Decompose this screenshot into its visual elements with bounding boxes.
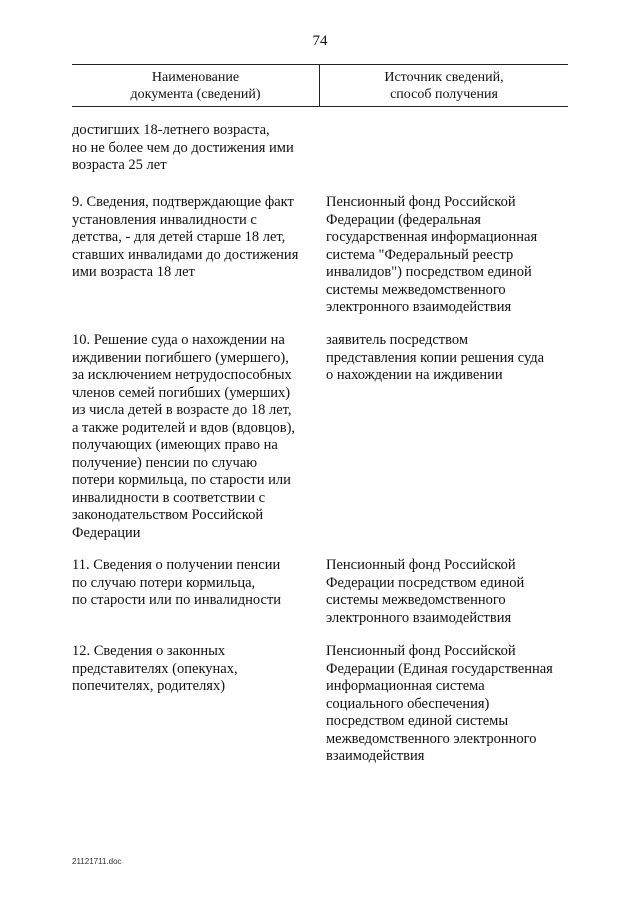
row-source-cell: Пенсионный фонд Российской Федерации посредством единой системы межведомственного электронного взаимодействия (326, 557, 525, 626)
row-document-cell: 12. Сведения о законных представителях (опекунах, попечителях, родителях) (72, 643, 238, 694)
row-document-cell: 9. Сведения, подтверждающие факт установления инвалидности с детства, - для детей старше 18 лет, ставших инвалидами до достижения ими возраста 18 лет (72, 194, 299, 280)
row-document-cell: 10. Решение суда о нахождении на иждивении погибшего (умершего), за исключением нетрудоспособных членов семей погибших (умерших) из числа детей в возрасте до 18 лет, а также родителей и вдов (вдовцов), получающих (имеющих право на получение) пенсии по случаю потери кормильца, по старости или инвалидности в соответствии с законодательством Российской Федерации (72, 332, 296, 541)
table-header (72, 64, 568, 107)
row-source-cell: заявитель посредством представления копии решения суда о нахождении на иждивении (326, 332, 545, 383)
row-document-cell: достигших 18-летнего возраста, но не более чем до достижения ими возраста 25 лет (72, 122, 294, 173)
page-number: 74 (312, 33, 328, 49)
header-document-name: Наименование документа (сведений) (130, 70, 261, 102)
header-source: Источник сведений, способ получения (384, 70, 504, 102)
row-source-cell: Пенсионный фонд Российской Федерации (федеральная государственная информационная система "Федеральный реестр инвалидов") посредством единой системы межведомственного электронного взаимодействия (326, 194, 538, 315)
row-document-cell: 11. Сведения о получении пенсии по случаю потери кормильца, по старости или по инвалидности (72, 557, 282, 608)
row-source-cell: Пенсионный фонд Российской Федерации (Единая государственная информационная система социального обеспечения) посредством единой системы межведомственного электронного взаимодействия (326, 643, 553, 764)
footer-file-code: 21121711.doc (72, 857, 122, 866)
